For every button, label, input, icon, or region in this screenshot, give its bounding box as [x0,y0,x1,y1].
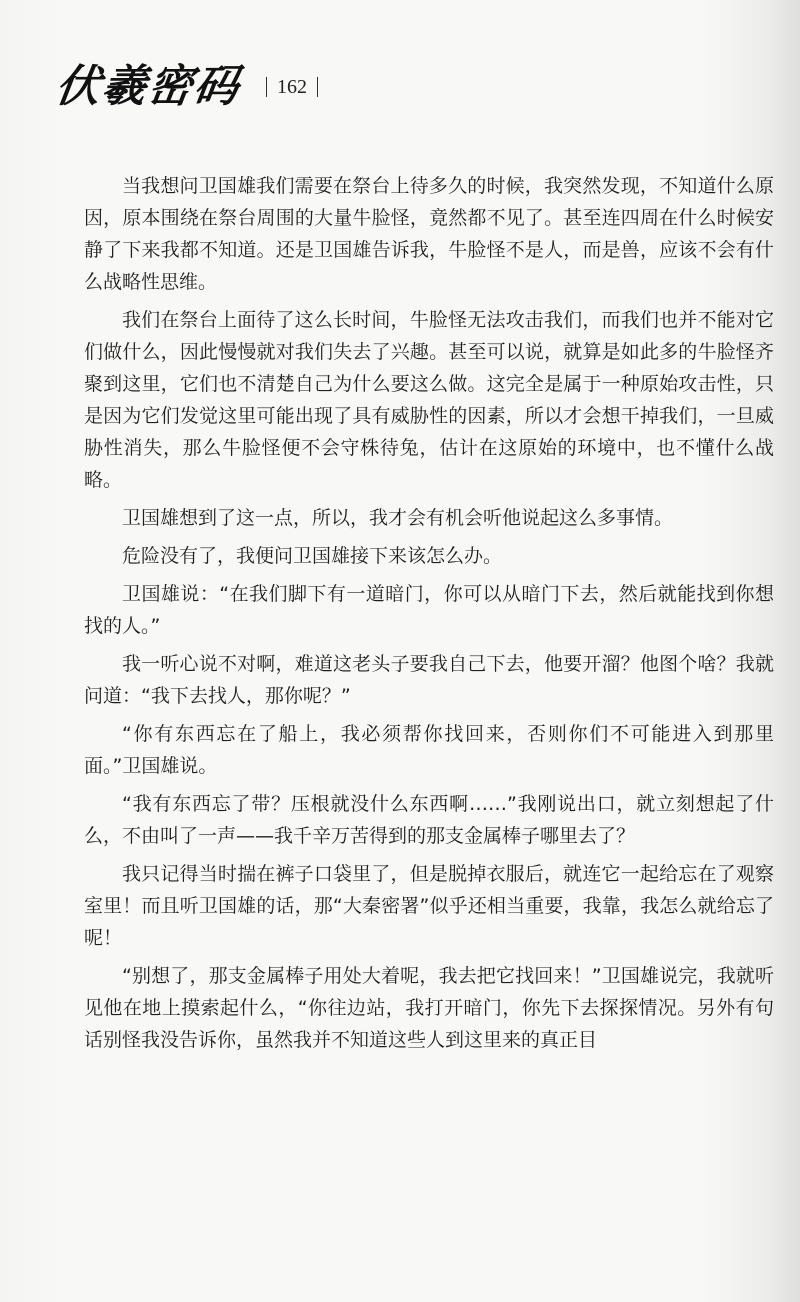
page-number-right-bar [317,77,318,97]
paragraph-5: 卫国雄说：“在我们脚下有一道暗门，你可以从暗门下去，然后就能找到你想找的人。” [84,583,774,637]
paragraph-7: “你有东西忘在了船上，我必须帮你找回来，否则你们不可能进入到那里面。”卫国雄说。 [84,723,774,777]
paragraph-9: 我只记得当时揣在裤子口袋里了，但是脱掉衣服后，就连它一起给忘在了观察室里！而且听卫国雄的话，那“大秦密署”似乎还相当重要，我靠，我怎么就给忘了呢！ [84,863,774,949]
book-title: 伏羲密码 [52,61,244,112]
paragraph-2: 我们在祭台上面待了这么长时间，牛脸怪无法攻击我们，而我们也并不能对它们做什么，因此慢慢就对我们失去了兴趣。甚至可以说，就算是如此多的牛脸怪齐聚到这里，它们也不清楚自己为什么要这么做。这完全是属于一种原始攻击性，只是因为它们发觉这里可能出现了具有威胁性的因素，所以才会想干掉我们，一旦威胁性消失，那么牛脸怪便不会守株待兔，估计在这原始的环境中，也不懂什么战略。 [84,309,774,491]
paragraph-6: 我一听心说不对啊，难道这老头子要我自己下去，他要开溜？他图个啥？我就问道：“我下去找人，那你呢？” [84,653,774,707]
paragraph-3: 卫国雄想到了这一点，所以，我才会有机会听他说起这么多事情。 [122,507,674,529]
page-number-left-bar [266,77,267,97]
paragraph-8: “我有东西忘了带？压根就没什么东西啊……”我刚说出口，就立刻想起了什么，不由叫了一声——我千辛万苦得到的那支金属棒子哪里去了？ [84,793,774,847]
page-number: 162 [277,76,307,98]
page-header [52,52,318,122]
paragraph-10: “别想了，那支金属棒子用处大着呢，我去把它找回来！”卫国雄说完，我就听见他在地上摸索起什么，“你往边站，我打开暗门，你先下去探探情况。另外有句话别怪我没告诉你，虽然我并不知道这些人到这里来的真正目 [84,965,774,1051]
paragraph-1: 当我想问卫国雄我们需要在祭台上待多久的时候，我突然发现，不知道什么原因，原本围绕在祭台周围的大量牛脸怪，竟然都不见了。甚至连四周在什么时候安静了下来我都不知道。还是卫国雄告诉我，牛脸怪不是人，而是兽，应该不会有什么战略性思维。 [84,175,774,293]
page-number-box [266,77,318,97]
body-text [84,170,774,1056]
paragraph-4: 危险没有了，我便问卫国雄接下来该怎么办。 [122,545,503,567]
